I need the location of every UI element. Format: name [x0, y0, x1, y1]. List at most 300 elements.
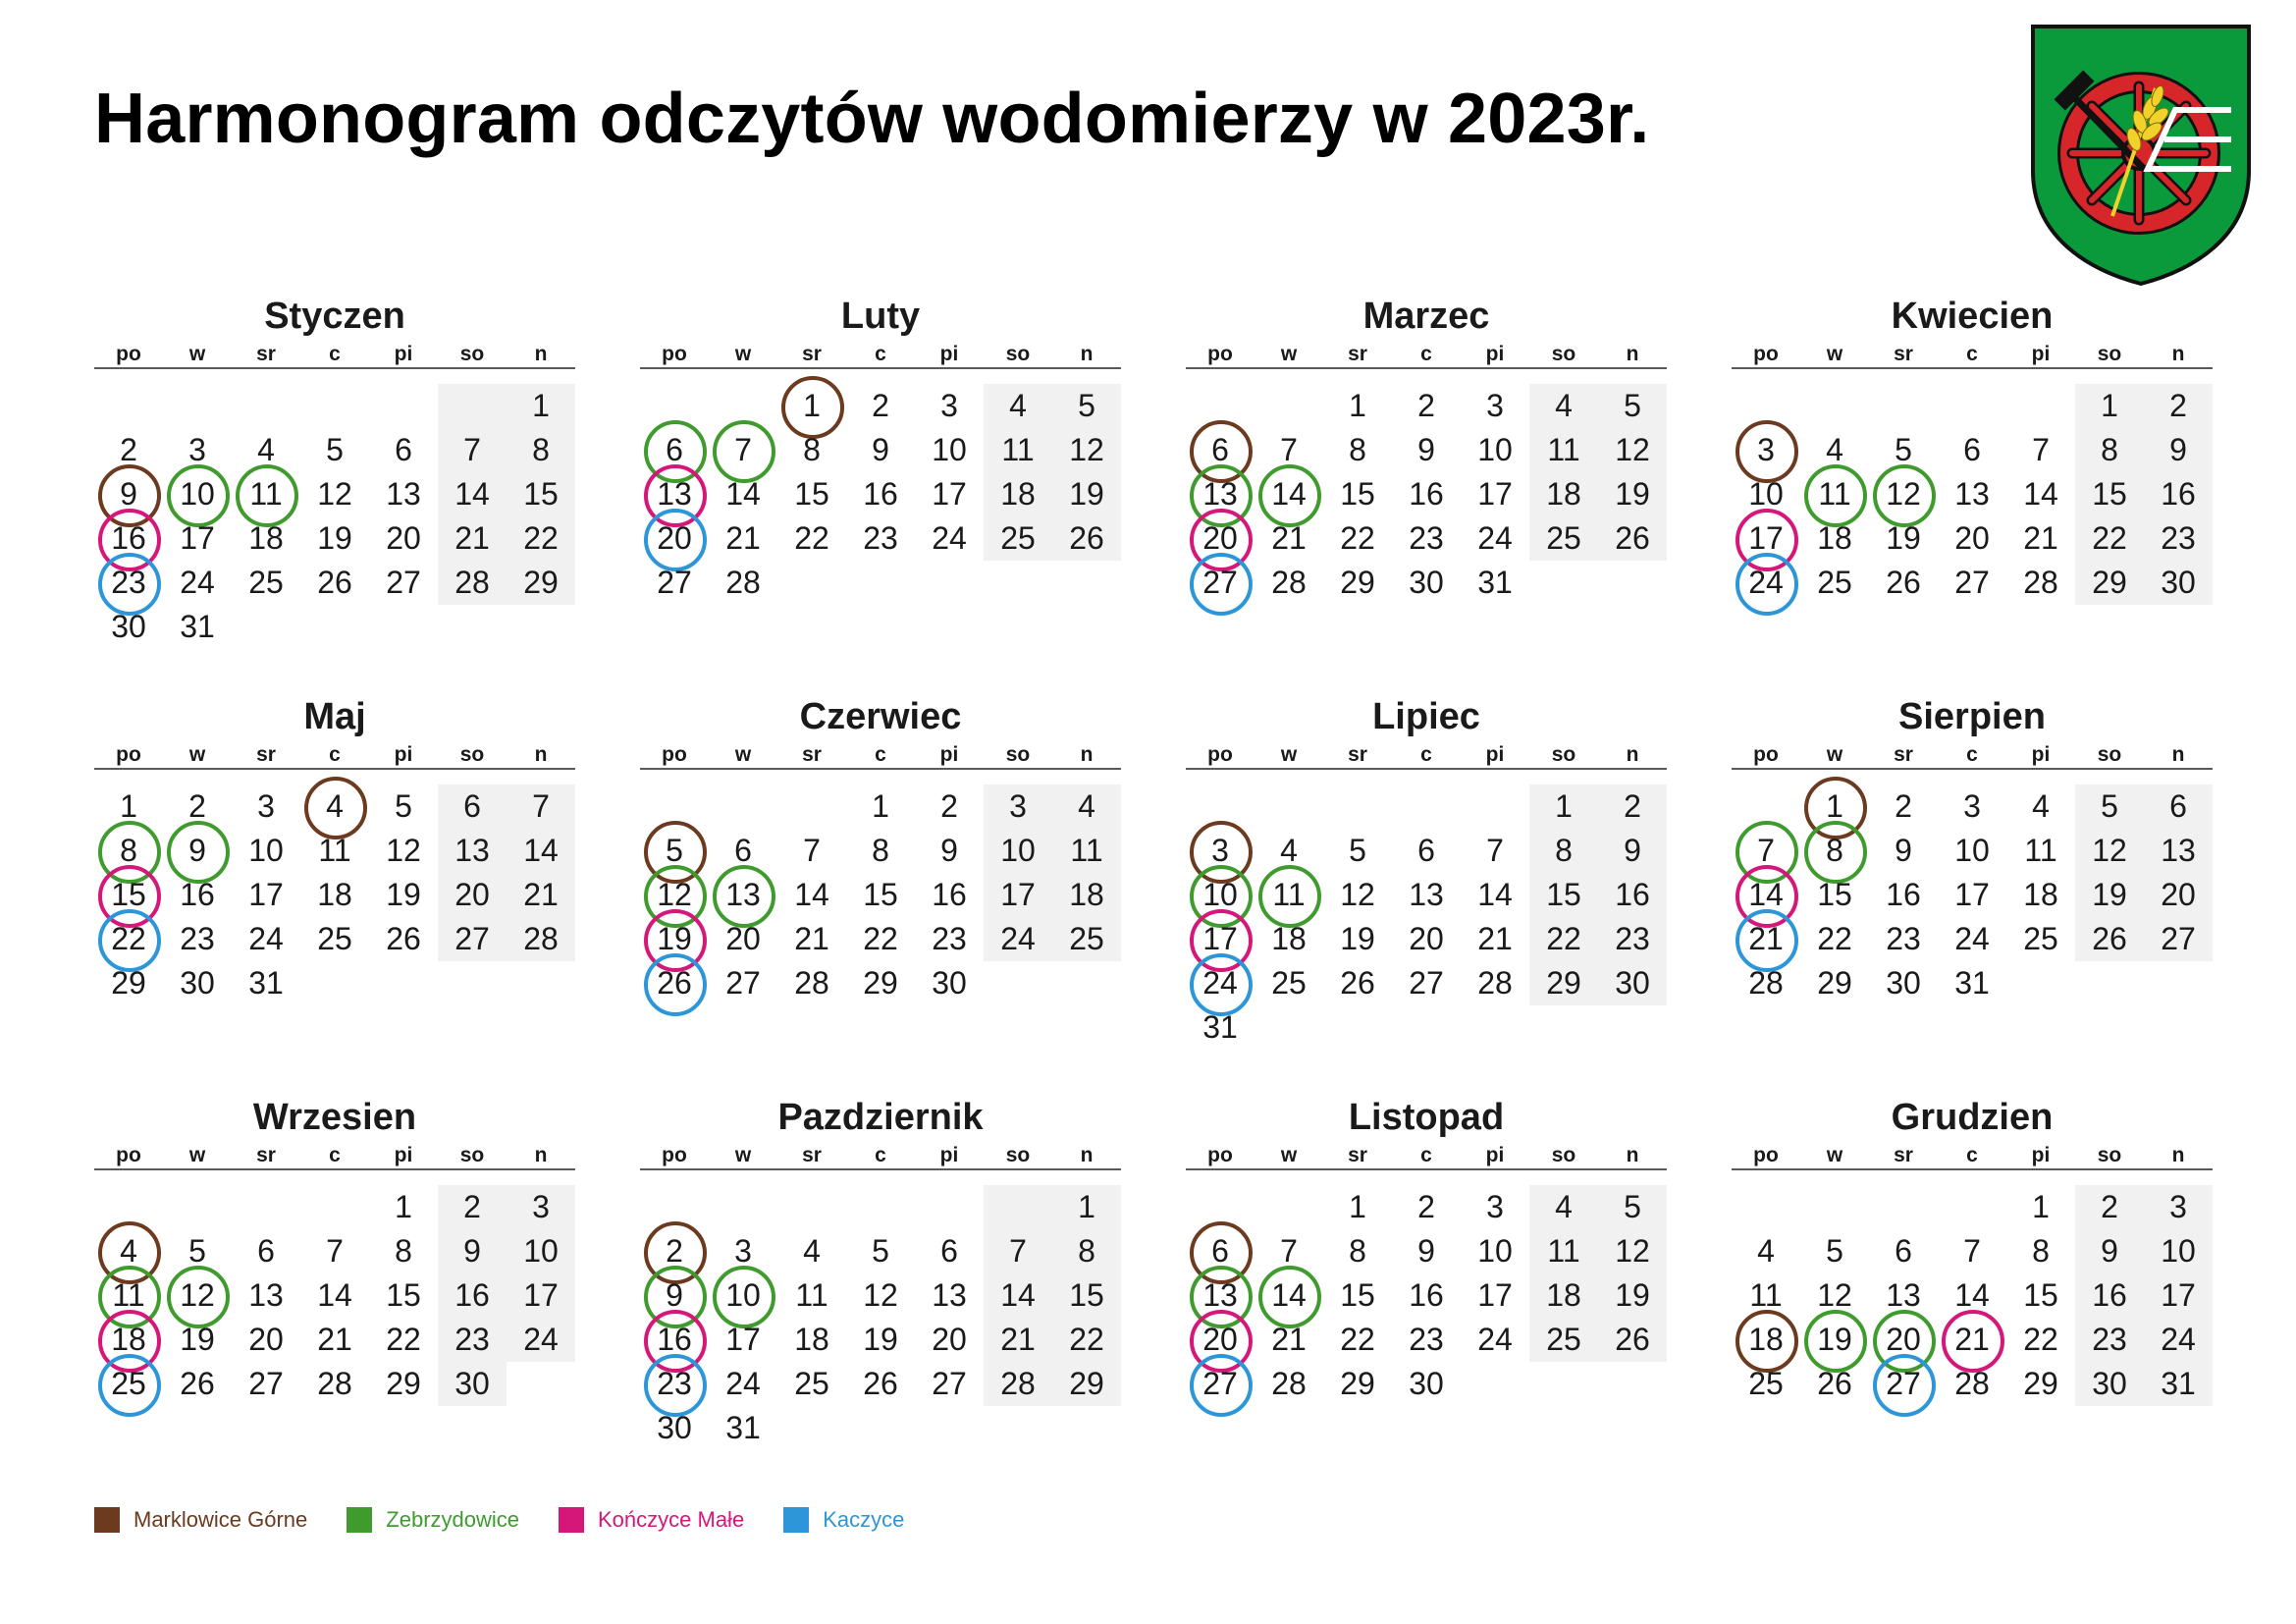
day-cell: 11	[2024, 833, 2057, 868]
day-cell: 27	[1409, 965, 1444, 1001]
day-cell: 13	[1409, 877, 1444, 912]
month-calendar-lipiec	[1186, 693, 1667, 1050]
day-cell: 29	[1817, 965, 1852, 1001]
day-cell: 17	[1477, 476, 1513, 512]
day-cell: 27	[438, 917, 507, 961]
day-cell: 25	[317, 921, 352, 956]
weekday-header: sr	[777, 740, 846, 770]
weekday-header: sr	[777, 1141, 846, 1170]
day-cell: 18	[248, 520, 284, 556]
day-cell: 7	[2032, 432, 2050, 467]
day-cell: 14	[794, 877, 829, 912]
empty-day-cell	[1392, 785, 1461, 829]
day-cell: 20	[438, 873, 507, 917]
day-cell: 13	[1954, 476, 1990, 512]
reading-date-kaczyce-circle	[644, 953, 707, 1016]
day-cell: 13	[932, 1277, 967, 1313]
weekday-header: po	[640, 340, 709, 369]
day-cell: 4	[1052, 785, 1121, 829]
day-cell: 12	[1817, 1277, 1852, 1313]
day-cell: 17	[1954, 877, 1990, 912]
day-cell: 15	[1340, 1277, 1375, 1313]
day-cell: 24	[1477, 1322, 1513, 1357]
day-cell: 1	[2075, 384, 2144, 428]
weekday-header: so	[2075, 1141, 2144, 1170]
day-cell: 8	[2032, 1233, 2050, 1269]
day-cell: 28	[1271, 565, 1307, 600]
day-cell: 30	[1409, 1366, 1444, 1401]
day-cell: 11	[318, 833, 351, 868]
month-calendar-grudzien	[1732, 1094, 2213, 1406]
day-cell: 31	[1202, 1009, 1238, 1045]
day-cell: 12	[863, 1277, 898, 1313]
day-cell: 28	[1748, 965, 1784, 1001]
day-cell: 6	[940, 1233, 958, 1269]
weekday-header: c	[300, 1141, 369, 1170]
empty-day-cell	[438, 384, 507, 428]
day-cell: 1	[1052, 1185, 1121, 1229]
day-cell: 14	[984, 1273, 1052, 1318]
day-cell: 4	[257, 432, 275, 467]
day-cell: 4	[984, 384, 1052, 428]
day-cell: 8	[1052, 1229, 1121, 1273]
legend-swatch	[347, 1507, 372, 1533]
day-cell: 6	[1895, 1233, 1912, 1269]
day-cell: 8	[507, 428, 575, 472]
day-cell: 3	[1186, 829, 1255, 873]
day-cell: 29	[1340, 1366, 1375, 1401]
month-calendar-kwiecien	[1732, 293, 2213, 605]
day-cell: 30	[2075, 1362, 2144, 1406]
day-cell: 26	[1886, 565, 1921, 600]
weekday-header: n	[2144, 1141, 2213, 1170]
day-cell: 4	[1757, 1233, 1775, 1269]
empty-day-cell	[915, 1185, 984, 1229]
day-cell: 1	[2032, 1189, 2050, 1224]
day-cell: 31	[248, 965, 284, 1001]
day-cell: 19	[1052, 472, 1121, 516]
day-cell: 5	[1826, 1233, 1843, 1269]
day-cell: 8	[1349, 432, 1366, 467]
day-cell: 11	[1529, 428, 1598, 472]
day-cell: 2	[188, 788, 206, 824]
day-cell: 1	[120, 788, 137, 824]
month-calendar-marzec	[1186, 293, 1667, 605]
day-cell: 10	[507, 1229, 575, 1273]
day-cell: 9	[1895, 833, 1912, 868]
day-cell: 15	[1817, 877, 1852, 912]
day-cell: 22	[1340, 1322, 1375, 1357]
day-cell: 11	[1749, 1277, 1783, 1313]
day-cell: 11	[795, 1277, 828, 1313]
day-cell: 23	[438, 1318, 507, 1362]
day-cell: 21	[1271, 1322, 1307, 1357]
day-cell: 5	[395, 788, 412, 824]
day-cell: 22	[2075, 516, 2144, 561]
day-cell: 17	[1732, 516, 1800, 561]
day-cell: 9	[640, 1273, 709, 1318]
month-grid	[1732, 740, 2213, 1005]
day-cell: 6	[438, 785, 507, 829]
empty-day-cell	[1255, 384, 1323, 428]
month-name: Wrzesien	[252, 1097, 417, 1138]
day-cell: 8	[1529, 829, 1598, 873]
month-grid	[1186, 340, 1667, 605]
day-cell: 30	[2144, 561, 2213, 605]
weekday-header: c	[300, 740, 369, 770]
day-cell: 13	[640, 472, 709, 516]
day-cell: 6	[1186, 428, 1255, 472]
legend-swatch	[559, 1507, 584, 1533]
day-cell: 11	[94, 1273, 163, 1318]
day-cell: 5	[2075, 785, 2144, 829]
day-cell: 12	[2075, 829, 2144, 873]
empty-day-cell	[1461, 785, 1529, 829]
day-cell: 28	[1954, 1366, 1990, 1401]
weekday-header: so	[2075, 740, 2144, 770]
empty-day-cell	[640, 785, 709, 829]
month-calendar-sierpien	[1732, 693, 2213, 1005]
empty-day-cell	[163, 1185, 232, 1229]
day-cell: 20	[1186, 1318, 1255, 1362]
month-name: Lipiec	[1372, 696, 1480, 737]
day-cell: 18	[94, 1318, 163, 1362]
month-grid	[640, 1141, 1121, 1450]
month-name: Czerwiec	[799, 696, 962, 737]
day-cell: 2	[1598, 785, 1667, 829]
weekday-header: po	[94, 340, 163, 369]
day-cell: 27	[657, 565, 692, 600]
weekday-header: pi	[369, 1141, 438, 1170]
day-cell: 21	[725, 520, 761, 556]
day-cell: 27	[1869, 1362, 1938, 1406]
day-cell: 13	[2144, 829, 2213, 873]
day-cell: 8	[94, 829, 163, 873]
empty-day-cell	[640, 1185, 709, 1229]
weekday-header: po	[94, 740, 163, 770]
reading-date-kaczyce-circle	[1735, 553, 1798, 616]
month-grid	[1186, 1141, 1667, 1406]
day-cell: 19	[863, 1322, 898, 1357]
day-cell: 15	[1529, 873, 1598, 917]
day-cell: 19	[640, 917, 709, 961]
day-cell: 7	[1963, 1233, 1981, 1269]
day-cell: 23	[1598, 917, 1667, 961]
day-cell: 8	[872, 833, 889, 868]
day-cell: 28	[2023, 565, 2058, 600]
day-cell: 13	[709, 873, 777, 917]
weekday-header: sr	[1323, 1141, 1392, 1170]
day-cell: 15	[1052, 1273, 1121, 1318]
month-name: Maj	[303, 696, 366, 737]
weekday-header: pi	[2006, 1141, 2075, 1170]
empty-day-cell	[94, 384, 163, 428]
weekday-header: pi	[1461, 340, 1529, 369]
day-cell: 23	[94, 561, 163, 605]
day-cell: 5	[1052, 384, 1121, 428]
weekday-header: po	[640, 740, 709, 770]
day-cell: 23	[180, 921, 215, 956]
day-cell: 26	[863, 1366, 898, 1401]
day-cell: 19	[386, 877, 421, 912]
day-cell: 10	[984, 829, 1052, 873]
day-cell: 18	[1529, 472, 1598, 516]
day-cell: 24	[1732, 561, 1800, 605]
day-cell: 14	[317, 1277, 352, 1313]
weekday-header: sr	[1869, 1141, 1938, 1170]
day-cell: 16	[932, 877, 967, 912]
day-cell: 16	[863, 476, 898, 512]
weekday-header: so	[438, 1141, 507, 1170]
day-cell: 3	[188, 432, 206, 467]
day-cell: 1	[395, 1189, 412, 1224]
day-cell: 16	[1598, 873, 1667, 917]
weekday-header: pi	[915, 740, 984, 770]
day-cell: 1	[1529, 785, 1598, 829]
empty-day-cell	[1732, 1185, 1800, 1229]
day-cell: 6	[1963, 432, 1981, 467]
empty-day-cell	[1938, 1185, 2006, 1229]
day-cell: 12	[386, 833, 421, 868]
weekday-header: w	[1255, 740, 1323, 770]
weekday-header: n	[2144, 740, 2213, 770]
day-cell: 2	[1417, 388, 1435, 423]
weekday-header: n	[507, 340, 575, 369]
day-cell: 25	[2023, 921, 2058, 956]
day-cell: 19	[180, 1322, 215, 1357]
day-cell: 8	[1349, 1233, 1366, 1269]
day-cell: 8	[2075, 428, 2144, 472]
empty-day-cell	[777, 785, 846, 829]
day-cell: 18	[1052, 873, 1121, 917]
day-cell: 12	[1869, 472, 1938, 516]
weekday-header: po	[640, 1141, 709, 1170]
day-cell: 13	[386, 476, 421, 512]
legend-label: Marklowice Górne	[133, 1507, 308, 1532]
day-cell: 25	[1271, 965, 1307, 1001]
day-cell: 20	[248, 1322, 284, 1357]
day-cell: 19	[1886, 520, 1921, 556]
month-calendar-pazdziernik	[640, 1094, 1121, 1450]
day-cell: 7	[326, 1233, 344, 1269]
day-cell: 20	[2144, 873, 2213, 917]
day-cell: 4	[1826, 432, 1843, 467]
month-name: Sierpien	[1898, 696, 2046, 737]
day-cell: 13	[248, 1277, 284, 1313]
day-cell: 28	[1271, 1366, 1307, 1401]
day-cell: 18	[1529, 1273, 1598, 1318]
day-cell: 31	[1954, 965, 1990, 1001]
day-cell: 19	[1800, 1318, 1869, 1362]
day-cell: 5	[640, 829, 709, 873]
weekday-header: w	[1255, 1141, 1323, 1170]
legend-item-zebrzydowice	[347, 1507, 519, 1533]
day-cell: 24	[180, 565, 215, 600]
day-cell: 5	[326, 432, 344, 467]
day-cell: 25	[1529, 516, 1598, 561]
legend-label: Kończyce Małe	[598, 1507, 745, 1532]
day-cell: 10	[1954, 833, 1990, 868]
empty-day-cell	[232, 1185, 300, 1229]
day-cell: 29	[1529, 961, 1598, 1005]
day-cell: 22	[794, 520, 829, 556]
empty-day-cell	[709, 384, 777, 428]
day-cell: 19	[1340, 921, 1375, 956]
weekday-header: sr	[1323, 740, 1392, 770]
day-cell: 26	[1598, 516, 1667, 561]
reading-date-kaczyce-circle	[98, 1354, 161, 1417]
day-cell: 29	[1052, 1362, 1121, 1406]
day-cell: 10	[709, 1273, 777, 1318]
day-cell: 28	[1477, 965, 1513, 1001]
day-cell: 6	[2144, 785, 2213, 829]
day-cell: 7	[803, 833, 821, 868]
day-cell: 28	[507, 917, 575, 961]
day-cell: 30	[438, 1362, 507, 1406]
empty-day-cell	[232, 384, 300, 428]
day-cell: 15	[2023, 1277, 2058, 1313]
day-cell: 27	[1186, 561, 1255, 605]
day-cell: 27	[725, 965, 761, 1001]
day-cell: 23	[2075, 1318, 2144, 1362]
weekday-header: w	[163, 1141, 232, 1170]
day-cell: 6	[1186, 1229, 1255, 1273]
day-cell: 22	[507, 516, 575, 561]
day-cell: 11	[1255, 873, 1323, 917]
day-cell: 12	[1598, 1229, 1667, 1273]
weekday-header: n	[1052, 740, 1121, 770]
day-cell: 16	[1886, 877, 1921, 912]
legend-label: Kaczyce	[823, 1507, 905, 1532]
day-cell: 1	[872, 788, 889, 824]
day-cell: 26	[1598, 1318, 1667, 1362]
day-cell: 26	[640, 961, 709, 1005]
day-cell: 7	[1732, 829, 1800, 873]
weekday-header: c	[1392, 340, 1461, 369]
day-cell: 20	[640, 516, 709, 561]
day-cell: 15	[2075, 472, 2144, 516]
day-cell: 15	[794, 476, 829, 512]
weekday-header: c	[1938, 740, 2006, 770]
day-cell: 12	[163, 1273, 232, 1318]
day-cell: 12	[1598, 428, 1667, 472]
month-grid	[94, 740, 575, 1005]
day-cell: 14	[2023, 476, 2058, 512]
empty-day-cell	[300, 1185, 369, 1229]
day-cell: 3	[1486, 388, 1504, 423]
empty-day-cell	[709, 785, 777, 829]
day-cell: 3	[940, 388, 958, 423]
day-cell: 16	[438, 1273, 507, 1318]
day-cell: 13	[1186, 472, 1255, 516]
day-cell: 18	[317, 877, 352, 912]
day-cell: 20	[1186, 516, 1255, 561]
empty-day-cell	[1732, 785, 1800, 829]
weekday-header: w	[709, 740, 777, 770]
day-cell: 31	[1477, 565, 1513, 600]
day-cell: 1	[1800, 785, 1869, 829]
weekday-header: pi	[369, 740, 438, 770]
day-cell: 9	[940, 833, 958, 868]
legend-item-kaczyce	[783, 1507, 904, 1533]
day-cell: 3	[2144, 1185, 2213, 1229]
day-cell: 16	[94, 516, 163, 561]
day-cell: 4	[1529, 1185, 1598, 1229]
weekday-header: w	[709, 340, 777, 369]
day-cell: 22	[863, 921, 898, 956]
day-cell: 19	[2075, 873, 2144, 917]
month-name: Grudzien	[1891, 1097, 2054, 1138]
day-cell: 11	[1800, 472, 1869, 516]
day-cell: 16	[640, 1318, 709, 1362]
weekday-header: po	[1732, 1141, 1800, 1170]
legend-item-marklowice	[94, 1507, 307, 1533]
weekday-header: po	[1732, 340, 1800, 369]
month-grid	[1186, 740, 1667, 1050]
day-cell: 11	[984, 428, 1052, 472]
day-cell: 26	[2075, 917, 2144, 961]
legend-swatch	[94, 1507, 120, 1533]
day-cell: 21	[794, 921, 829, 956]
day-cell: 17	[248, 877, 284, 912]
day-cell: 18	[984, 472, 1052, 516]
day-cell: 23	[932, 921, 967, 956]
month-name: Kwiecien	[1891, 296, 2054, 337]
month-calendar-wrzesien	[94, 1094, 575, 1406]
day-cell: 25	[1748, 1366, 1784, 1401]
day-cell: 24	[248, 921, 284, 956]
day-cell: 18	[2023, 877, 2058, 912]
day-cell: 26	[1052, 516, 1121, 561]
weekday-header: sr	[1323, 340, 1392, 369]
weekday-header: n	[1052, 1141, 1121, 1170]
weekday-header: sr	[232, 740, 300, 770]
day-cell: 16	[2144, 472, 2213, 516]
day-cell: 19	[317, 520, 352, 556]
month-name: Luty	[840, 296, 921, 337]
weekday-header: c	[1392, 740, 1461, 770]
weekday-header: po	[94, 1141, 163, 1170]
day-cell: 23	[1886, 921, 1921, 956]
day-cell: 21	[1271, 520, 1307, 556]
day-cell: 29	[2023, 1366, 2058, 1401]
day-cell: 22	[1340, 520, 1375, 556]
day-cell: 14	[1477, 877, 1513, 912]
weekday-header: n	[507, 740, 575, 770]
day-cell: 5	[1598, 1185, 1667, 1229]
day-cell: 9	[872, 432, 889, 467]
day-cell: 10	[163, 472, 232, 516]
day-cell: 2	[2075, 1185, 2144, 1229]
month-grid	[94, 1141, 575, 1406]
day-cell: 12	[1052, 428, 1121, 472]
day-cell: 8	[395, 1233, 412, 1269]
weekday-header: n	[507, 1141, 575, 1170]
day-cell: 9	[2075, 1229, 2144, 1273]
empty-day-cell	[777, 1185, 846, 1229]
day-cell: 6	[640, 428, 709, 472]
weekday-header: pi	[915, 1141, 984, 1170]
day-cell: 11	[1052, 829, 1121, 873]
day-cell: 6	[257, 1233, 275, 1269]
empty-day-cell	[1869, 384, 1938, 428]
day-cell: 7	[1280, 1233, 1298, 1269]
day-cell: 20	[1869, 1318, 1938, 1362]
day-cell: 4	[2032, 788, 2050, 824]
day-cell: 5	[188, 1233, 206, 1269]
day-cell: 4	[803, 1233, 821, 1269]
empty-day-cell	[369, 384, 438, 428]
